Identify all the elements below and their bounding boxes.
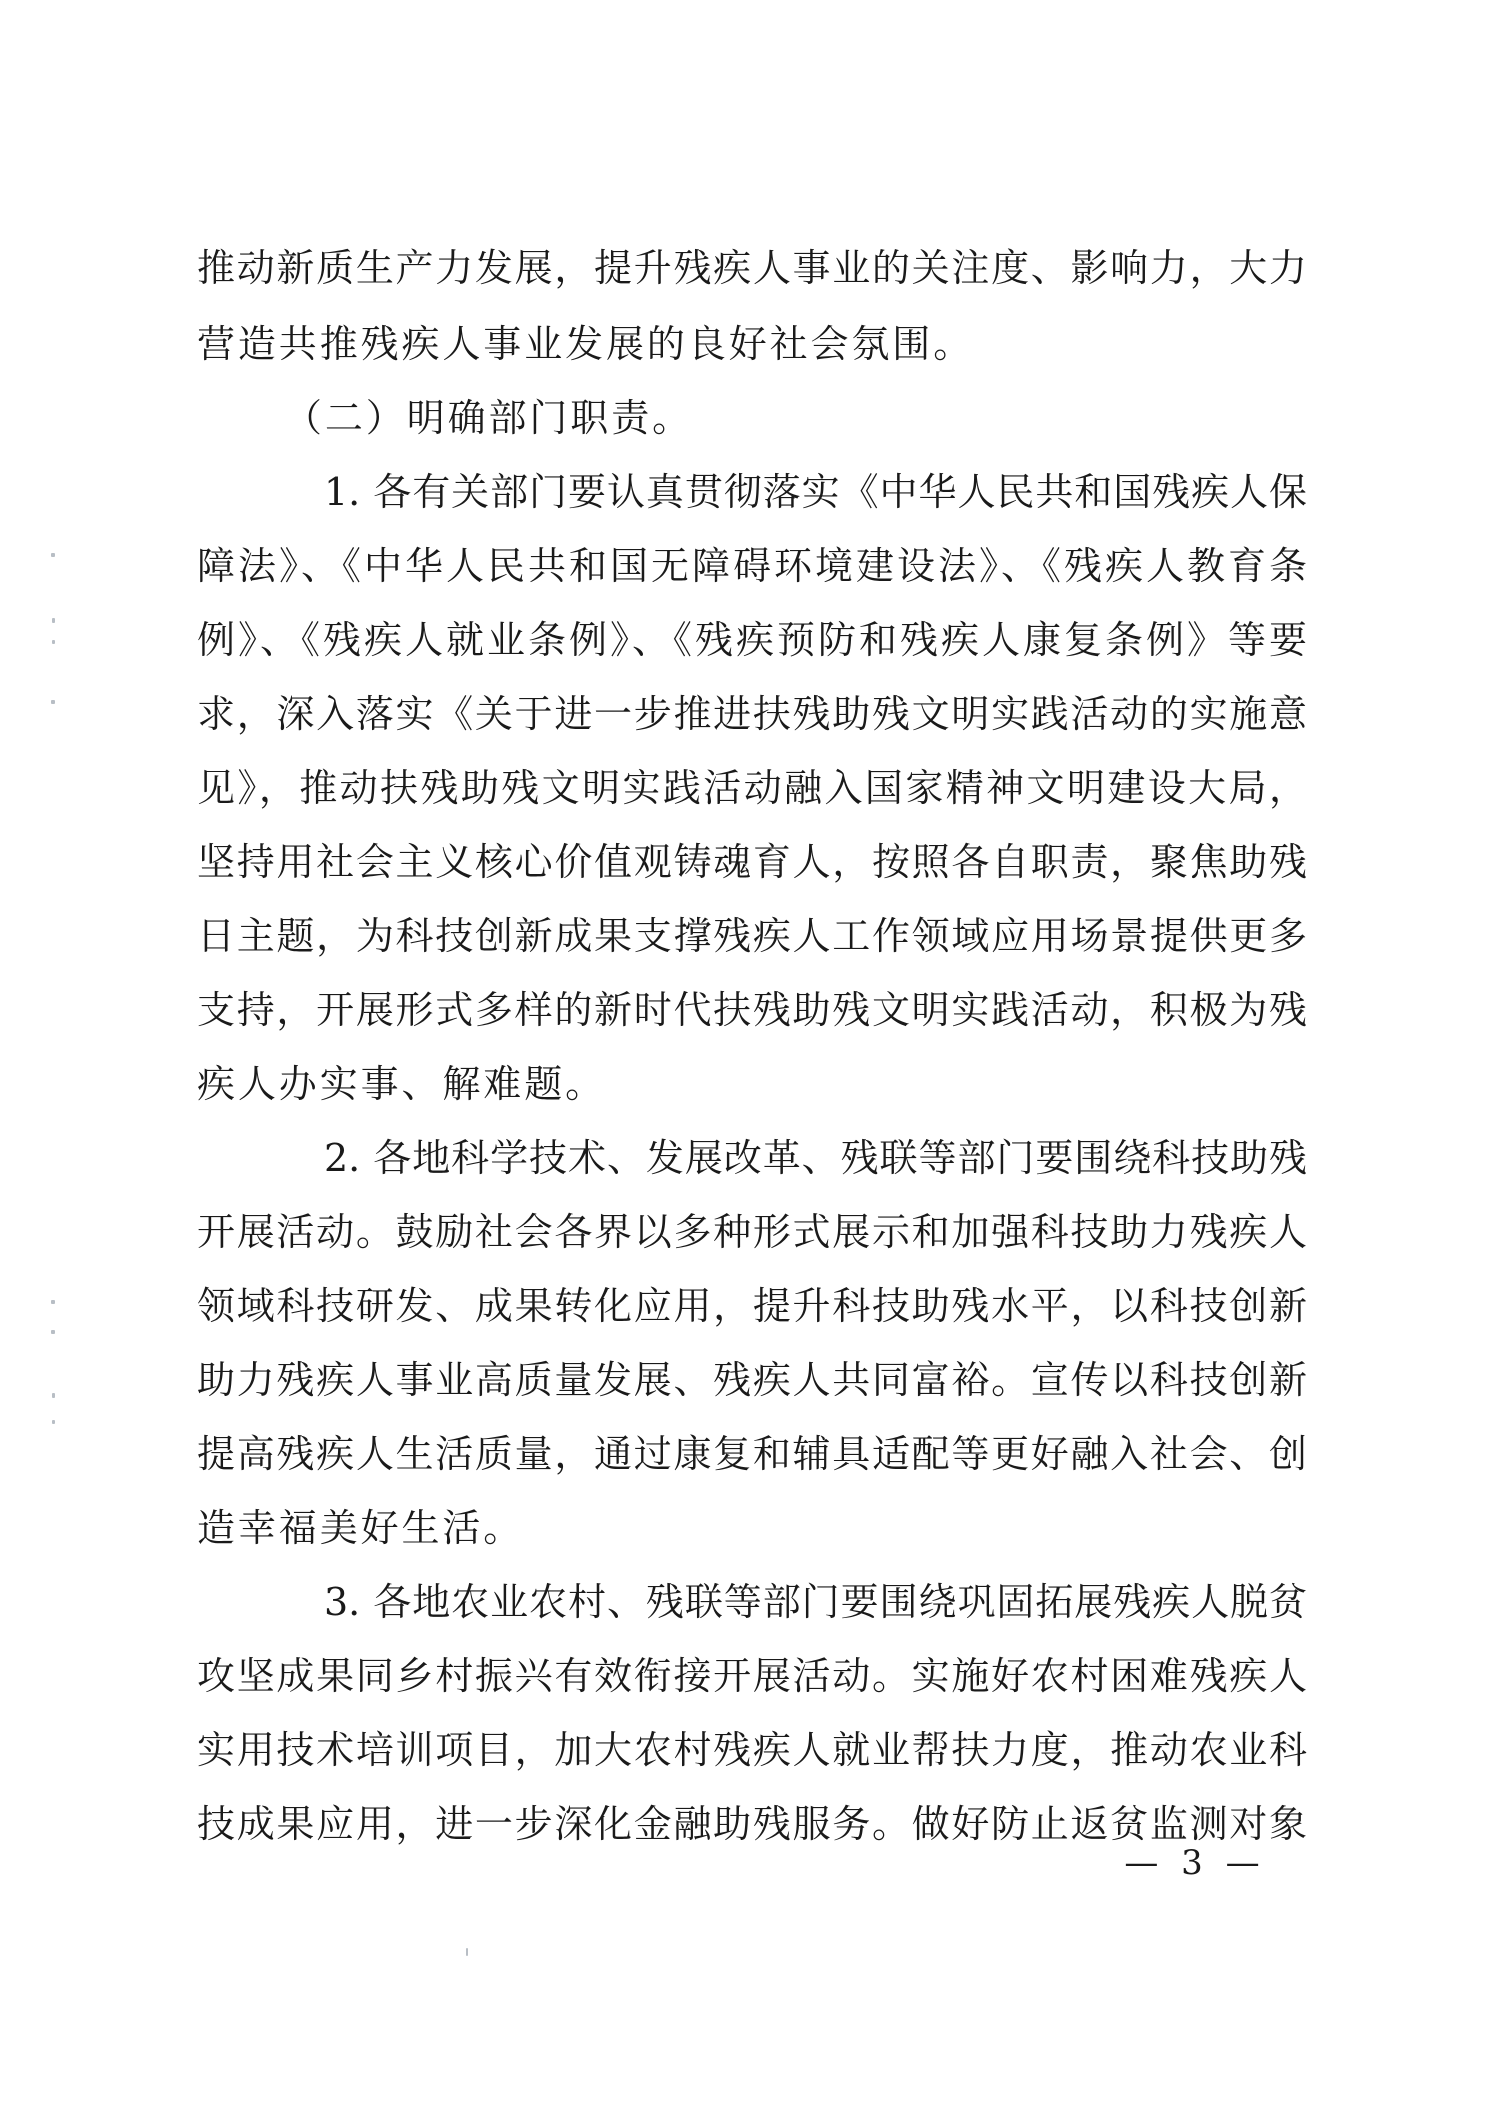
scan-dot [52, 640, 55, 644]
text-line: 例》、《残疾人就业条例》、《残疾预防和残疾人康复条例》等要 [197, 618, 1307, 662]
text-line: 技成果应用，进一步深化金融助残服务。做好防止返贫监测对象 [197, 1802, 1307, 1846]
text-line: 开展活动。鼓励社会各界以多种形式展示和加强科技助力残疾人 [197, 1210, 1307, 1254]
text-line: 障法》、《中华人民共和国无障碍环境建设法》、《残疾人教育条 [197, 544, 1307, 588]
text-line: 提高残疾人生活质量，通过康复和辅具适配等更好融入社会、创 [197, 1432, 1307, 1476]
text-line: 坚持用社会主义核心价值观铸魂育人，按照各自职责，聚焦助残 [197, 840, 1307, 884]
scan-dot [52, 618, 55, 623]
text-line: 推动新质生产力发展，提升残疾人事业的关注度、影响力，大力 [197, 246, 1307, 290]
scan-dot [51, 1300, 55, 1304]
text-line: 求，深入落实《关于进一步推进扶残助残文明实践活动的实施意 [197, 692, 1307, 736]
text-line: 造幸福美好生活。 [197, 1506, 525, 1550]
text-line: 实用技术培训项目，加大农村残疾人就业帮扶力度，推动农业科 [197, 1728, 1307, 1772]
scan-dot [51, 553, 55, 557]
scan-dot [51, 700, 55, 704]
section-heading: （二）明确部门职责。 [284, 396, 694, 440]
scan-dot [51, 1330, 55, 1334]
text-line: 助力残疾人事业高质量发展、残疾人共同富裕。宣传以科技创新 [197, 1358, 1307, 1402]
text-line: 疾人办实事、解难题。 [197, 1062, 607, 1106]
text-line: 3. 各地农业农村、残联等部门要围绕巩固拓展残疾人脱贫 [324, 1580, 1307, 1624]
scan-dot [52, 1393, 55, 1398]
scan-dot [52, 1420, 55, 1424]
text-line: 攻坚成果同乡村振兴有效衔接开展活动。实施好农村困难残疾人 [197, 1654, 1307, 1698]
text-line: 支持，开展形式多样的新时代扶残助残文明实践活动，积极为残 [197, 988, 1307, 1032]
page-number: — 3 — [1124, 1843, 1266, 1883]
text-line: 营造共推残疾人事业发展的良好社会氛围。 [197, 322, 975, 366]
text-line: 见》，推动扶残助残文明实践活动融入国家精神文明建设大局， [197, 766, 1307, 810]
scan-dot [466, 1948, 468, 1956]
text-line: 2. 各地科学技术、发展改革、残联等部门要围绕科技助残 [324, 1136, 1307, 1180]
text-line: 1. 各有关部门要认真贯彻落实《中华人民共和国残疾人保 [324, 470, 1307, 514]
text-line: 日主题，为科技创新成果支撑残疾人工作领域应用场景提供更多 [197, 914, 1307, 958]
text-line: 领域科技研发、成果转化应用，提升科技助残水平，以科技创新 [197, 1284, 1307, 1328]
